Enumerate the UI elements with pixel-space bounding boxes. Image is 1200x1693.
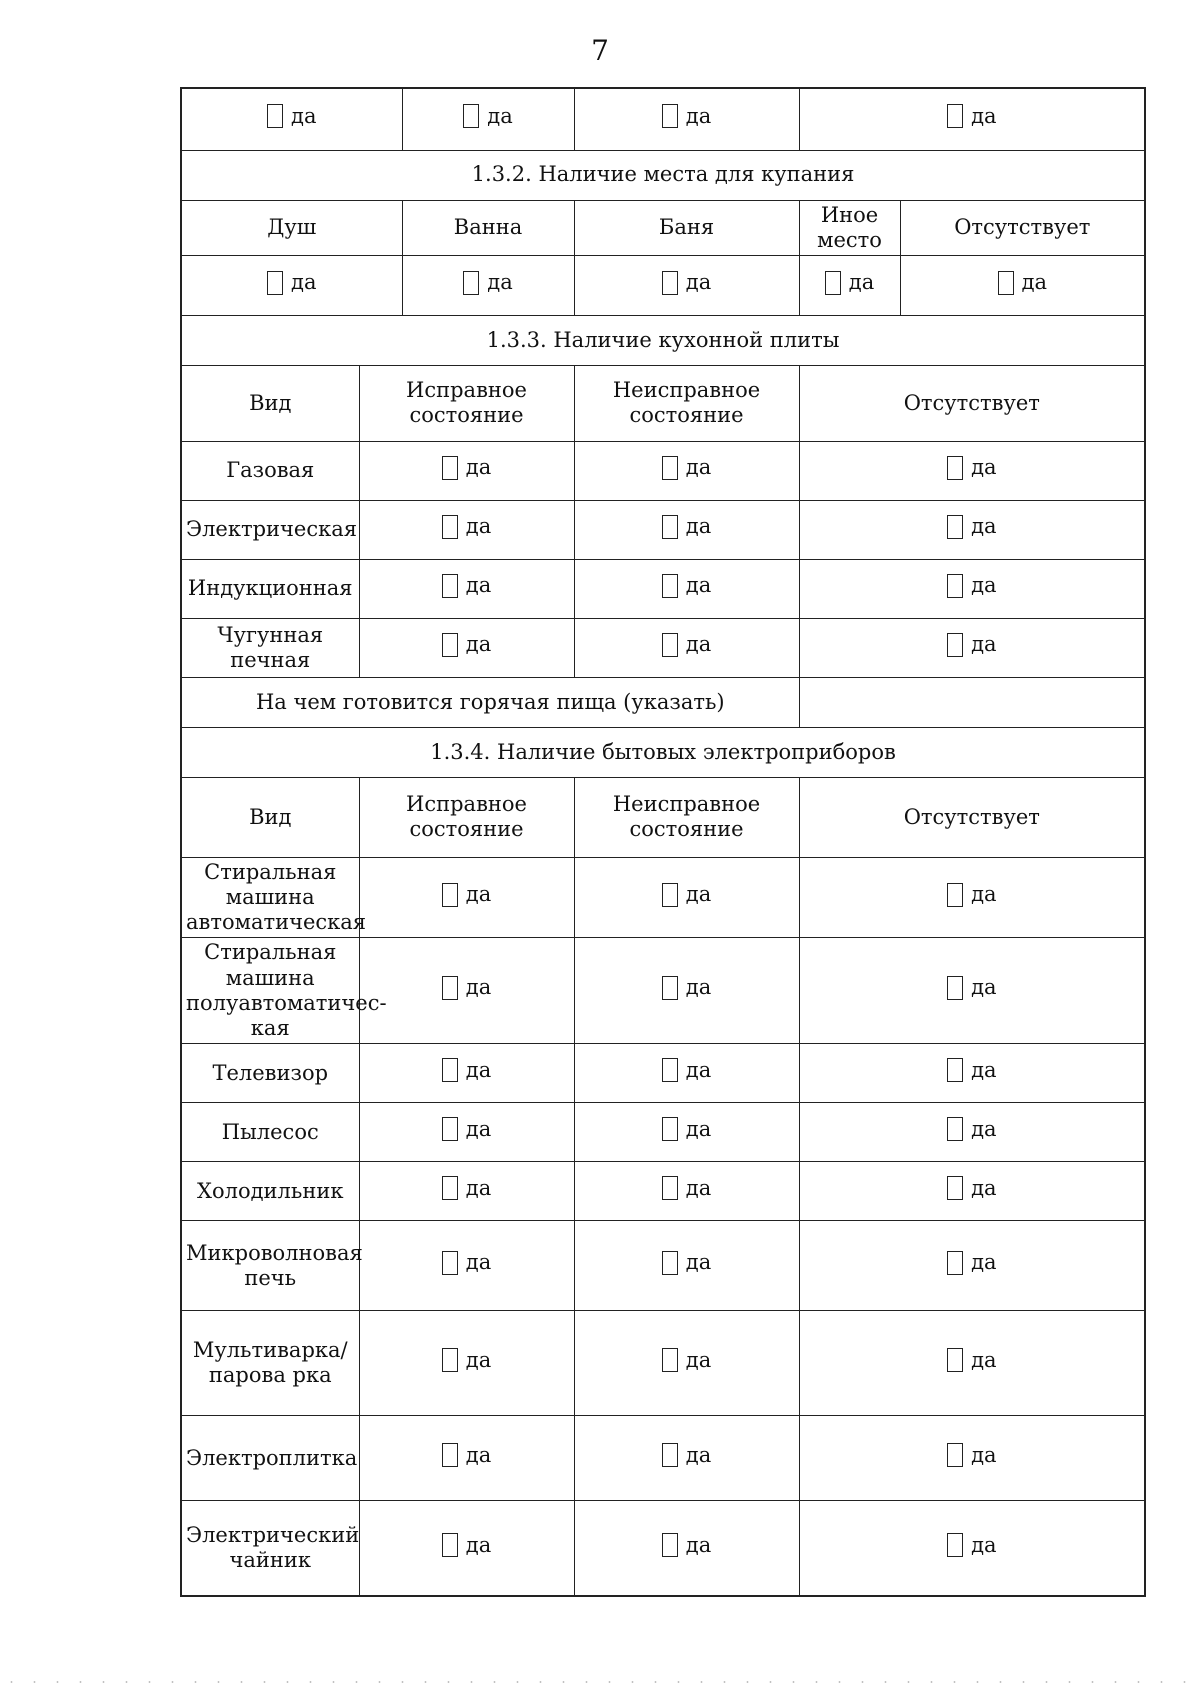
absent-checkbox[interactable] xyxy=(947,1117,996,1142)
checkbox-square[interactable] xyxy=(442,456,458,480)
ok-cell xyxy=(359,1221,574,1311)
broken-checkbox[interactable] xyxy=(662,1058,711,1083)
appliance-kind-label: Микроволновая печь xyxy=(181,1221,359,1311)
checkbox-square[interactable] xyxy=(662,104,678,128)
broken-checkbox[interactable] xyxy=(662,455,711,480)
column-header-absent: Отсутствует xyxy=(799,777,1145,857)
ok-cell xyxy=(359,618,574,677)
checkbox-label: да xyxy=(971,1057,997,1082)
checkbox-label: да xyxy=(1021,269,1048,294)
checkbox-label: да xyxy=(971,1532,997,1557)
yes-checkbox[interactable] xyxy=(998,270,1047,295)
checkbox-square[interactable] xyxy=(947,1058,963,1082)
checkbox-label: да xyxy=(291,269,317,294)
appliance-kind-label: Телевизор xyxy=(181,1044,359,1103)
cooking-question-row xyxy=(181,677,1145,727)
checkbox-square[interactable] xyxy=(442,1251,458,1275)
checkbox-square[interactable] xyxy=(662,456,678,480)
absent-checkbox[interactable] xyxy=(947,1250,996,1275)
checkbox-label: да xyxy=(465,1116,492,1141)
checkbox-label: да xyxy=(291,103,317,128)
ok-checkbox[interactable] xyxy=(442,1058,491,1083)
ok-checkbox[interactable] xyxy=(442,632,491,657)
checkbox-label: да xyxy=(465,1250,492,1275)
checkbox-label: да xyxy=(465,1347,492,1372)
checkbox-label: да xyxy=(465,514,492,539)
bathing-option-cell xyxy=(574,255,799,315)
ok-checkbox[interactable] xyxy=(442,1443,491,1468)
checkbox-square[interactable] xyxy=(662,1443,678,1467)
absent-cell xyxy=(799,1221,1145,1311)
yes-checkbox[interactable] xyxy=(463,104,512,129)
checkbox-square[interactable] xyxy=(662,633,678,657)
section-title-bathing: 1.3.2. Наличие места для купания xyxy=(181,150,1145,200)
yes-checkbox[interactable] xyxy=(267,270,316,295)
checkbox-label: да xyxy=(971,455,997,480)
absent-cell xyxy=(799,1501,1145,1596)
ok-cell xyxy=(359,857,574,938)
broken-cell xyxy=(574,1501,799,1596)
absent-checkbox[interactable] xyxy=(947,632,996,657)
cooking-question-label: На чем готовится горячая пища (указать) xyxy=(181,677,799,727)
checkbox-square[interactable] xyxy=(662,883,678,907)
checkbox-square[interactable] xyxy=(442,976,458,1000)
checkbox-square[interactable] xyxy=(947,633,963,657)
stove-kind-label: Электрическая xyxy=(181,500,359,559)
checkbox-label: да xyxy=(685,1175,712,1200)
absent-cell xyxy=(799,618,1145,677)
yes-checkbox[interactable] xyxy=(662,104,711,129)
broken-cell xyxy=(574,857,799,938)
appliance-kind-label: Мультиварка/парова рка xyxy=(181,1311,359,1416)
broken-checkbox[interactable] xyxy=(662,514,711,539)
ok-cell xyxy=(359,559,574,618)
checkbox-label: да xyxy=(685,514,712,539)
checkbox-square[interactable] xyxy=(662,515,678,539)
ok-cell xyxy=(359,1162,574,1221)
column-header-broken: Неисправное состояние xyxy=(574,777,799,857)
bathing-option-cell xyxy=(402,255,574,315)
continued-checkbox-row xyxy=(181,88,1145,150)
checkbox-square[interactable] xyxy=(463,104,479,128)
checkbox-square[interactable] xyxy=(442,1058,458,1082)
checkbox-square[interactable] xyxy=(947,574,963,598)
checkbox-square[interactable] xyxy=(662,1058,678,1082)
absent-checkbox[interactable] xyxy=(947,1443,996,1468)
broken-checkbox[interactable] xyxy=(662,632,711,657)
stove-row xyxy=(181,441,1145,500)
broken-checkbox[interactable] xyxy=(662,1117,711,1142)
checkbox-label: да xyxy=(465,882,492,907)
stove-header-row xyxy=(181,365,1145,441)
checkbox-square[interactable] xyxy=(662,976,678,1000)
ok-checkbox[interactable] xyxy=(442,573,491,598)
appliance-row xyxy=(181,1103,1145,1162)
absent-cell xyxy=(799,1103,1145,1162)
ok-checkbox[interactable] xyxy=(442,882,491,907)
checkbox-square[interactable] xyxy=(947,456,963,480)
absent-checkbox[interactable] xyxy=(947,882,996,907)
broken-checkbox[interactable] xyxy=(662,1533,711,1558)
bathing-option-label: Душ xyxy=(181,200,402,255)
bathing-option-label: Баня xyxy=(574,200,799,255)
checkbox-label: да xyxy=(685,882,712,907)
checkbox-square[interactable] xyxy=(442,633,458,657)
checkbox-square[interactable] xyxy=(947,1251,963,1275)
column-header-absent: Отсутствует xyxy=(799,365,1145,441)
broken-cell xyxy=(574,500,799,559)
checkbox-label: да xyxy=(685,1057,712,1082)
appliance-kind-label: Пылесос xyxy=(181,1103,359,1162)
broken-checkbox[interactable] xyxy=(662,1348,711,1373)
absent-cell xyxy=(799,1416,1145,1501)
broken-cell xyxy=(574,1162,799,1221)
ok-cell xyxy=(359,500,574,559)
appliance-kind-label: Холодильник xyxy=(181,1162,359,1221)
checkbox-square[interactable] xyxy=(267,104,283,128)
appliance-kind-label: Электрический чайник xyxy=(181,1501,359,1596)
checkbox-square[interactable] xyxy=(662,1251,678,1275)
ok-cell xyxy=(359,441,574,500)
survey-form-table xyxy=(180,87,1146,1597)
checkbox-label: да xyxy=(465,1175,492,1200)
broken-cell xyxy=(574,1416,799,1501)
checkbox-label: да xyxy=(971,632,997,657)
checkbox-label: да xyxy=(685,573,712,598)
checkbox-label: да xyxy=(685,632,712,657)
absent-cell xyxy=(799,1162,1145,1221)
checkbox-label: да xyxy=(685,103,712,128)
ok-cell xyxy=(359,1416,574,1501)
ok-checkbox[interactable] xyxy=(442,1117,491,1142)
appliance-row xyxy=(181,1162,1145,1221)
checkbox-square[interactable] xyxy=(442,883,458,907)
ok-cell xyxy=(359,1501,574,1596)
yes-checkbox[interactable] xyxy=(267,104,316,129)
ok-cell xyxy=(359,1103,574,1162)
checkbox-label: да xyxy=(465,573,492,598)
checkbox-square[interactable] xyxy=(442,574,458,598)
checkbox-label: да xyxy=(971,514,997,539)
broken-checkbox[interactable] xyxy=(662,882,711,907)
ok-cell xyxy=(359,938,574,1044)
checkbox-label: да xyxy=(465,632,492,657)
appliance-row xyxy=(181,938,1145,1044)
checkbox-square[interactable] xyxy=(947,1117,963,1141)
yes-checkbox[interactable] xyxy=(825,270,874,295)
checkbox-label: да xyxy=(971,1347,997,1372)
checkbox-label: да xyxy=(685,1250,712,1275)
page-number: 7 xyxy=(591,34,609,67)
appliance-kind-label: Стиральная машина полуавтоматичес-кая xyxy=(181,938,359,1044)
absent-checkbox[interactable] xyxy=(947,1058,996,1083)
ok-checkbox[interactable] xyxy=(442,514,491,539)
appliance-row xyxy=(181,1416,1145,1501)
checkbox-square[interactable] xyxy=(442,1533,458,1557)
checkbox-label: да xyxy=(685,975,712,1000)
bathing-option-cell xyxy=(799,255,900,315)
appliance-kind-label: Электроплитка xyxy=(181,1416,359,1501)
checkbox-label: да xyxy=(465,975,492,1000)
checkbox-label: да xyxy=(465,1442,492,1467)
column-header-broken: Неисправное состояние xyxy=(574,365,799,441)
ok-checkbox[interactable] xyxy=(442,1176,491,1201)
stove-row xyxy=(181,500,1145,559)
absent-checkbox[interactable] xyxy=(947,514,996,539)
checkbox-label: да xyxy=(848,269,875,294)
broken-cell xyxy=(574,1044,799,1103)
bathing-option-label: Ванна xyxy=(402,200,574,255)
ok-checkbox[interactable] xyxy=(442,975,491,1000)
checkbox-square[interactable] xyxy=(442,515,458,539)
appliance-row xyxy=(181,1311,1145,1416)
yes-checkbox[interactable] xyxy=(662,270,711,295)
bathing-option-label: Отсутствует xyxy=(900,200,1145,255)
checkbox-square[interactable] xyxy=(463,271,479,295)
checkbox-square[interactable] xyxy=(947,1443,963,1467)
absent-cell xyxy=(799,1044,1145,1103)
checkbox-square[interactable] xyxy=(947,1533,963,1557)
checkbox-label: да xyxy=(685,1532,712,1557)
checkbox-label: да xyxy=(487,269,513,294)
broken-cell xyxy=(574,938,799,1044)
checkbox-square[interactable] xyxy=(947,1176,963,1200)
checkbox-label: да xyxy=(971,1175,997,1200)
bathing-option-cell xyxy=(900,255,1145,315)
checkbox-square[interactable] xyxy=(662,1533,678,1557)
broken-cell xyxy=(574,1221,799,1311)
appliance-kind-label: Стиральная машина автоматическая xyxy=(181,857,359,938)
checkbox-square[interactable] xyxy=(825,271,841,295)
absent-checkbox[interactable] xyxy=(947,975,996,1000)
checkbox-square[interactable] xyxy=(442,1176,458,1200)
checkbox-square[interactable] xyxy=(662,1117,678,1141)
absent-checkbox[interactable] xyxy=(947,573,996,598)
checkbox-square[interactable] xyxy=(998,271,1014,295)
ok-checkbox[interactable] xyxy=(442,1250,491,1275)
ok-cell xyxy=(359,1311,574,1416)
stove-kind-label: Чугунная печная xyxy=(181,618,359,677)
continued-cell xyxy=(799,88,1145,150)
checkbox-label: да xyxy=(971,975,997,1000)
stove-kind-label: Индукционная xyxy=(181,559,359,618)
checkbox-label: да xyxy=(971,1250,997,1275)
broken-checkbox[interactable] xyxy=(662,1443,711,1468)
section-header-stove xyxy=(181,315,1145,365)
checkbox-square[interactable] xyxy=(267,271,283,295)
checkbox-square[interactable] xyxy=(662,271,678,295)
continued-cell xyxy=(181,88,402,150)
bathing-option-label: Иное место xyxy=(799,200,900,255)
checkbox-square[interactable] xyxy=(662,1348,678,1372)
broken-cell xyxy=(574,618,799,677)
absent-cell xyxy=(799,857,1145,938)
checkbox-square[interactable] xyxy=(662,574,678,598)
stove-kind-label: Газовая xyxy=(181,441,359,500)
column-header-ok: Исправное состояние xyxy=(359,777,574,857)
absent-checkbox[interactable] xyxy=(947,455,996,480)
appliance-row xyxy=(181,857,1145,938)
absent-cell xyxy=(799,938,1145,1044)
bathing-options-header xyxy=(181,200,1145,255)
checkbox-label: да xyxy=(685,1442,712,1467)
absent-checkbox[interactable] xyxy=(947,1176,996,1201)
stove-row xyxy=(181,618,1145,677)
checkbox-label: да xyxy=(971,1116,997,1141)
checkbox-square[interactable] xyxy=(662,1176,678,1200)
checkbox-square[interactable] xyxy=(947,883,963,907)
broken-cell xyxy=(574,441,799,500)
appliance-row xyxy=(181,1501,1145,1596)
column-header-ok: Исправное состояние xyxy=(359,365,574,441)
checkbox-square[interactable] xyxy=(442,1348,458,1372)
broken-checkbox[interactable] xyxy=(662,1176,711,1201)
checkbox-label: да xyxy=(465,1057,492,1082)
section-title-appliances: 1.3.4. Наличие бытовых электроприборов xyxy=(181,727,1145,777)
yes-checkbox[interactable] xyxy=(463,270,512,295)
absent-checkbox[interactable] xyxy=(947,1533,996,1558)
ok-checkbox[interactable] xyxy=(442,1348,491,1373)
broken-checkbox[interactable] xyxy=(662,975,711,1000)
checkbox-square[interactable] xyxy=(947,104,963,128)
broken-checkbox[interactable] xyxy=(662,1250,711,1275)
checkbox-label: да xyxy=(487,103,513,128)
broken-cell xyxy=(574,1311,799,1416)
absent-cell xyxy=(799,441,1145,500)
appliance-row xyxy=(181,1044,1145,1103)
checkbox-square[interactable] xyxy=(442,1443,458,1467)
checkbox-square[interactable] xyxy=(442,1117,458,1141)
stove-row xyxy=(181,559,1145,618)
absent-checkbox[interactable] xyxy=(947,1348,996,1373)
broken-checkbox[interactable] xyxy=(662,573,711,598)
section-header-appliances xyxy=(181,727,1145,777)
continued-cell xyxy=(574,88,799,150)
checkbox-square[interactable] xyxy=(947,1348,963,1372)
broken-cell xyxy=(574,1103,799,1162)
appliances-header-row xyxy=(181,777,1145,857)
checkbox-label: да xyxy=(685,1347,712,1372)
section-title-stove: 1.3.3. Наличие кухонной плиты xyxy=(181,315,1145,365)
column-header-kind: Вид xyxy=(181,777,359,857)
checkbox-label: да xyxy=(685,455,712,480)
ok-cell xyxy=(359,1044,574,1103)
broken-cell xyxy=(574,559,799,618)
column-header-kind: Вид xyxy=(181,365,359,441)
absent-cell xyxy=(799,500,1145,559)
checkbox-label: да xyxy=(971,882,997,907)
ok-checkbox[interactable] xyxy=(442,1533,491,1558)
continued-cell xyxy=(402,88,574,150)
checkbox-label: да xyxy=(685,1116,712,1141)
bathing-checkbox-row xyxy=(181,255,1145,315)
checkbox-label: да xyxy=(465,1532,492,1557)
yes-checkbox[interactable] xyxy=(947,104,996,129)
absent-cell xyxy=(799,1311,1145,1416)
bathing-option-cell xyxy=(181,255,402,315)
appliance-row xyxy=(181,1221,1145,1311)
checkbox-label: да xyxy=(465,455,492,480)
checkbox-square[interactable] xyxy=(947,976,963,1000)
ok-checkbox[interactable] xyxy=(442,455,491,480)
checkbox-label: да xyxy=(685,269,712,294)
checkbox-label: да xyxy=(971,573,997,598)
checkbox-label: да xyxy=(971,103,997,128)
section-header-bathing xyxy=(181,150,1145,200)
cooking-answer-field[interactable] xyxy=(799,677,1145,727)
checkbox-label: да xyxy=(971,1442,997,1467)
checkbox-square[interactable] xyxy=(947,515,963,539)
scan-artifact-dots xyxy=(0,1680,1200,1684)
absent-cell xyxy=(799,559,1145,618)
